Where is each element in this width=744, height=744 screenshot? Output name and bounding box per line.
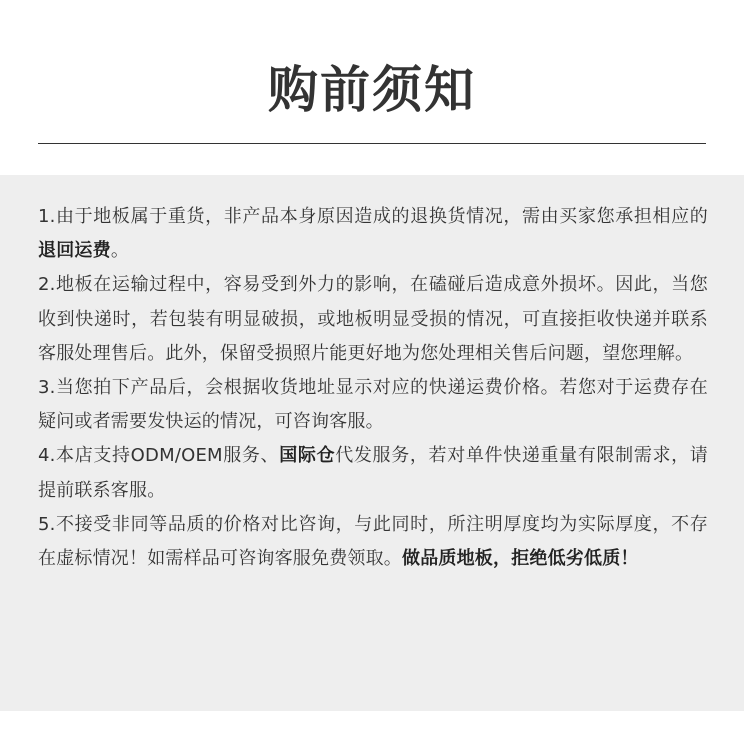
notice-emphasis: 做品质地板，拒绝低劣低质！	[402, 548, 639, 570]
notice-text: 。	[110, 240, 130, 262]
notice-item-transport-damage	[38, 268, 708, 371]
notice-text: 代发服务，若对单件快递重量有限制需求，请提前联系客服。	[38, 445, 709, 501]
notice-emphasis: 退回运费	[38, 240, 111, 262]
notice-item-return-shipping	[38, 200, 708, 268]
notice-list	[38, 200, 708, 576]
notice-item-shipping-fee	[38, 371, 708, 439]
notice-text: 3.当您拍下产品后，会根据收货地址显示对应的快递运费价格。若您对于运费存在疑问或者需要发快运的情况，可咨询客服。	[38, 377, 708, 433]
title-divider	[38, 143, 706, 144]
page-title: 购前须知	[268, 61, 476, 119]
notice-text: 1.由于地板属于重货，非产品本身原因造成的退换货情况，需由买家您承担相应的	[38, 206, 708, 227]
notice-item-quality	[38, 508, 708, 576]
notice-item-services	[38, 439, 708, 507]
notice-emphasis: 国际仓	[279, 445, 336, 467]
notice-text: 2.地板在运输过程中，容易受到外力的影响，在磕碰后造成意外损坏。因此，当您收到快递时，若包装有明显破损，或地板明显受损的情况，可直接拒收快递并联系客服处理售后。此外，保留受损照片能更好地为您处理相关售后问题，望您理解。	[38, 274, 708, 364]
notice-text: 5.不接受非同等品质的价格对比咨询，与此同时，所注明厚度均为实际厚度，不存在虚标情况！如需样品可咨询客服免费领取。	[38, 513, 708, 570]
notice-text: 4.本店支持ODM/OEM服务、	[38, 445, 280, 467]
